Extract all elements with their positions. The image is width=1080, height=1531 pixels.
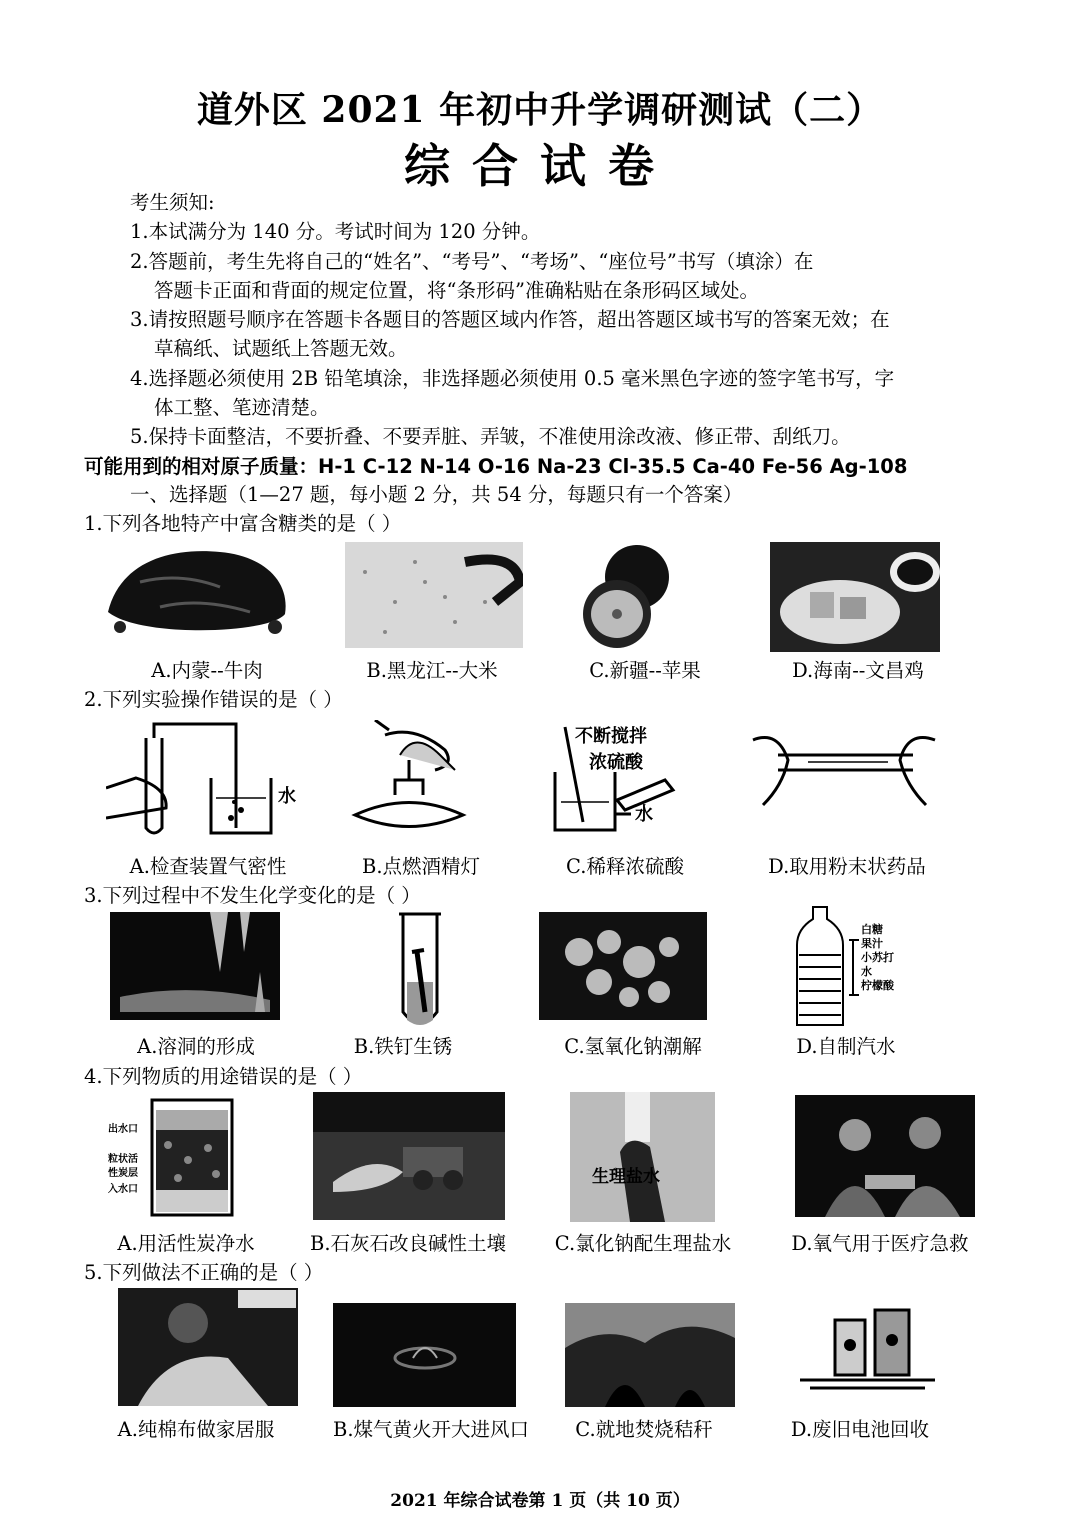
soda-label: 小苏打	[861, 951, 894, 964]
battery-recycle-image	[795, 1300, 940, 1395]
q2-option-d: D.取用粉末状药品	[768, 855, 926, 878]
notice-line: 体工整、笔迹清楚。	[154, 396, 330, 420]
q1-option-c: C.新疆--苹果	[589, 659, 701, 682]
saline-image	[570, 1092, 715, 1222]
filter-label: 出水口	[108, 1124, 138, 1135]
notice-line: 答题卡正面和背面的规定位置，将“条形码”准确粘贴在条形码区域处。	[154, 278, 759, 302]
notice-line: 2.答题前，考生先将自己的“姓名”、“考号”、“考场”、“座位号”书写（填涂）在	[130, 249, 814, 273]
page-footer: 2021 年综合试卷第 1 页（共 10 页）	[390, 1491, 690, 1511]
exam-notice	[130, 188, 1010, 452]
q1-option-a: A.内蒙--牛肉	[151, 659, 263, 682]
saline-label: 生理盐水	[592, 1167, 660, 1187]
q3-option-c: C.氢氧化钠潮解	[564, 1035, 702, 1058]
exam-subtitle: 综合试卷	[404, 139, 676, 193]
q1-option-d: D.海南--文昌鸡	[792, 659, 924, 682]
cotton-clothes-image	[118, 1288, 298, 1406]
notice-line: 5.保持卡面整洁，不要折叠、不要弄脏、弄皱，不准使用涂改液、修正带、刮纸刀。	[130, 425, 851, 449]
q3-option-a: A.溶洞的形成	[137, 1035, 255, 1058]
soda-label: 白糖	[861, 923, 883, 936]
section-title: 一、选择题（1—27 题，每小题 2 分，共 54 分，每题只有一个答案）	[130, 483, 743, 506]
question-3-stem: 3.下列过程中不发生化学变化的是（ ）	[84, 884, 421, 907]
surgery-image	[795, 1095, 975, 1217]
soda-label: 水	[861, 965, 872, 978]
q5-option-c: C.就地焚烧秸秆	[575, 1418, 713, 1441]
question-1-stem: 1.下列各地特产中富含糖类的是（ ）	[84, 512, 402, 535]
q3-option-d: D.自制汽水	[796, 1035, 896, 1058]
naoh-image	[539, 912, 707, 1020]
water-label: 水	[635, 804, 653, 825]
filter-label: 粒状活	[108, 1154, 138, 1165]
soda-label: 柠檬酸	[861, 979, 894, 992]
acid-label: 浓硫酸	[589, 752, 643, 773]
dilute-acid-diagram	[545, 722, 715, 837]
q5-option-a: A.纯棉布做家居服	[117, 1418, 275, 1441]
rusty-nail-diagram	[395, 912, 445, 1034]
q2-option-c: C.稀释浓硫酸	[566, 855, 684, 878]
notice-line: 3.请按照题号顺序在答题卡各题目的答题区域内作答，超出答题区域书写的答案无效；在	[130, 308, 890, 332]
q3-option-b: B.铁钉生锈	[353, 1035, 453, 1058]
question-5-stem: 5.下列做法不正确的是（ ）	[84, 1261, 324, 1284]
question-2-stem: 2.下列实验操作错误的是（ ）	[84, 688, 343, 711]
notice-line: 4.选择题必须使用 2B 铅笔填涂，非选择题必须使用 0.5 毫米黑色字迹的签字笔书写，字	[130, 366, 895, 390]
gas-stove-image	[333, 1303, 516, 1407]
carbon-filter-diagram	[108, 1090, 240, 1220]
cave-image	[110, 912, 280, 1020]
airtightness-diagram	[106, 718, 302, 840]
q4-option-b: B.石灰石改良碱性土壤	[309, 1232, 507, 1255]
apple-image	[575, 542, 675, 652]
q5-option-b: B.煤气黄火开大进风口	[332, 1418, 530, 1441]
notice-heading: 考生须知:	[130, 191, 215, 214]
q1-option-b: B.黑龙江--大米	[366, 659, 498, 682]
q5-option-d: D.废旧电池回收	[790, 1418, 930, 1441]
q2-option-b: B.点燃酒精灯	[361, 855, 481, 878]
rice-image	[345, 542, 523, 648]
chicken-image	[770, 542, 940, 652]
alcohol-lamp-diagram	[345, 720, 473, 838]
question-4-stem: 4.下列物质的用途错误的是（ ）	[84, 1065, 363, 1088]
soda-label: 果汁	[861, 937, 883, 950]
powder-diagram	[748, 730, 940, 815]
notice-line: 草稿纸、试题纸上答题无效。	[154, 337, 408, 361]
exam-title: 道外区 2021 年初中升学调研测试（二）	[196, 89, 884, 131]
q4-option-a: A.用活性炭净水	[117, 1232, 255, 1255]
filter-label: 入水口	[108, 1184, 138, 1195]
q2-option-a: A.检查装置气密性	[129, 855, 287, 878]
soda-bottle-diagram	[793, 905, 913, 1030]
atomic-masses: 可能用到的相对原子质量：H-1 C-12 N-14 O-16 Na-23 Cl-35.5 Ca-40 Fe-56 Ag-108	[84, 455, 908, 478]
burning-straw-image	[565, 1303, 735, 1407]
q4-option-d: D.氧气用于医疗急救	[791, 1232, 969, 1255]
water-label: 水	[278, 786, 296, 807]
q4-option-c: C.氯化钠配生理盐水	[554, 1232, 732, 1255]
notice-line: 1.本试满分为 140 分。考试时间为 120 分钟。	[130, 220, 541, 244]
beef-image	[100, 542, 295, 638]
filter-label: 性炭层	[108, 1168, 138, 1179]
stir-label: 不断搅拌	[575, 726, 647, 747]
tractor-image	[313, 1092, 505, 1220]
